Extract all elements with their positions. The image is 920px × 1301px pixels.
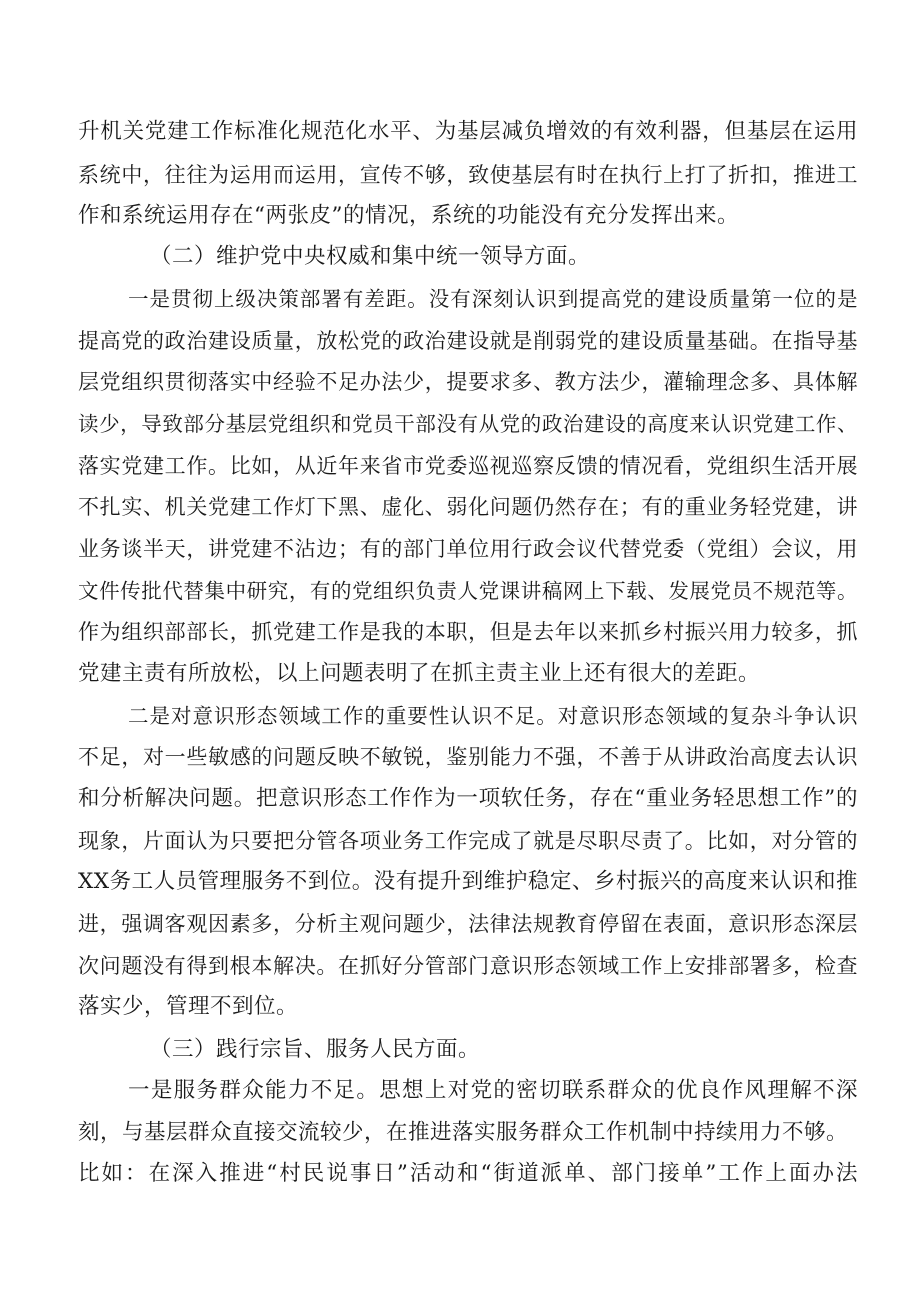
- text-line: 一是贯彻上级决策部署有差距。没有深刻认识到提高党的建设质量第一位的是: [128, 287, 858, 311]
- section-heading: （二）维护党中央权威和集中统一领导方面。: [150, 244, 591, 269]
- text-line: 不足，对一些敏感的问题反映不敏锐，鉴别能力不强，不善于从讲政治高度去认识: [78, 745, 858, 769]
- text-line: 提高党的政治建设质量，放松党的政治建设就是削弱党的建设质量基础。在指导基: [78, 329, 858, 353]
- text-line: 落实党建工作。比如，从近年来省市党委巡视巡察反馈的情况看，党组织生活开展: [78, 454, 858, 478]
- text-line: 一是服务群众能力不足。思想上对党的密切联系群众的优良作风理解不深: [128, 1078, 858, 1103]
- text-line: 党建主责有所放松，以上问题表明了在抓主责主业上还有很大的差距。: [78, 661, 761, 686]
- text-line: 不扎实、机关党建工作灯下黑、虚化、弱化问题仍然存在；有的重业务轻党建，讲: [78, 495, 858, 519]
- text-line: 作为组织部部长，抓党建工作是我的本职，但是去年以来抓乡村振兴用力较多，抓: [78, 620, 858, 644]
- section-heading: （三）践行宗旨、服务人民方面。: [150, 1037, 481, 1062]
- text-line: 落实少，管理不到位。: [78, 994, 299, 1019]
- text-line: 次问题没有得到根本解决。在抓好分管部门意识形态领域工作上安排部署多，检查: [78, 954, 858, 978]
- text-line: 业务谈半天，讲党建不沾边；有的部门单位用行政会议代替党委（党组）会议，用: [78, 537, 858, 561]
- text-line: XX务工人员管理服务不到位。没有提升到维护稳定、乡村振兴的高度来认识和推: [78, 869, 858, 894]
- text-line: 进，强调客观因素多，分析主观问题少，法律法规教育停留在表面，意识形态深层: [78, 912, 858, 936]
- text-line: 系统中，往往为运用而运用，宣传不够，致使基层有时在执行上打了折扣，推进工: [78, 163, 858, 187]
- text-line: 读少，导致部分基层党组织和党员干部没有从党的政治建设的高度来认识党建工作、: [78, 412, 858, 436]
- text-line: 二是对意识形态领域工作的重要性认识不足。对意识形态领域的复杂斗争认识: [128, 704, 858, 728]
- text-line: 层党组织贯彻落实中经验不足办法少，提要求多、教方法少，灌输理念多、具体解: [78, 370, 858, 394]
- text-line: 文件传批代替集中研究，有的党组织负责人党课讲稿网上下载、发展党员不规范等。: [78, 579, 858, 603]
- text-line: 现象，片面认为只要把分管各项业务工作完成了就是尽职尽责了。比如，对分管的: [78, 829, 858, 853]
- text-line: 刻，与基层群众直接交流较少，在推进落实服务群众工作机制中持续用力不够。: [78, 1120, 849, 1145]
- text-line: 和分析解决问题。把意识形态工作作为一项软任务，存在“重业务轻思想工作”的: [78, 786, 858, 811]
- text-line: 比如：在深入推进“村民说事日”活动和“街道派单、部门接单”工作上面办法: [78, 1161, 858, 1186]
- text-line: 升机关党建工作标准化规范化水平、为基层减负增效的有效利器，但基层在运用: [78, 119, 858, 144]
- text-line: 作和系统运用存在“两张皮”的情况，系统的功能没有充分发挥出来。: [78, 203, 739, 228]
